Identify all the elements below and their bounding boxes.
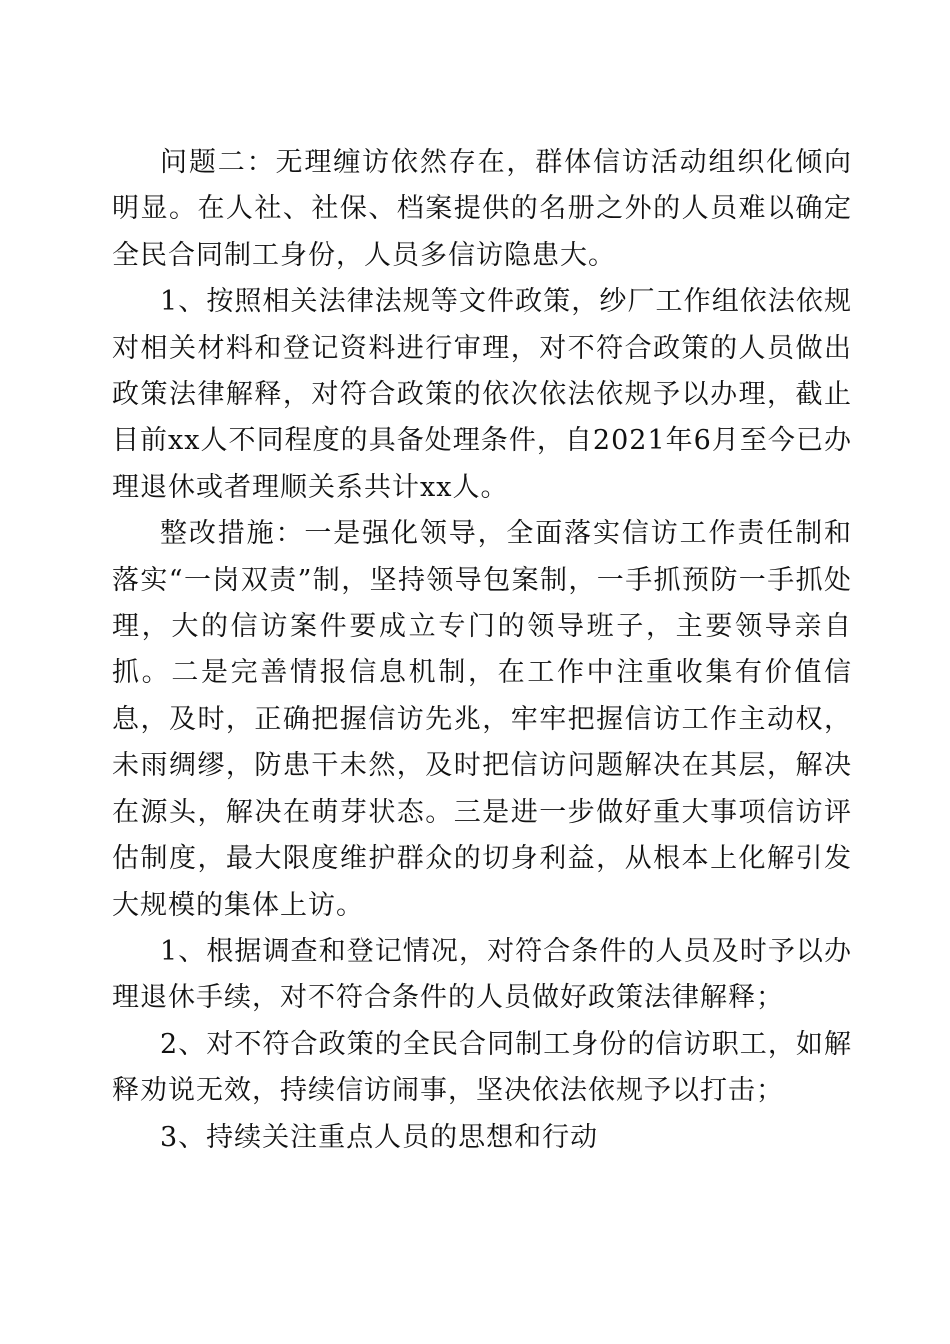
paragraph-problem-two: 问题二：无理缠访依然存在，群体信访活动组织化倾向明显。在人社、社保、档案提供的名册之外的人员难以确定全民合同制工身份，人员多信访隐患大。 (112, 147, 852, 271)
paragraph-item-2-petition: 2、对不符合政策的全民合同制工身份的信访职工，如解释劝说无效，持续信访闹事，坚决依法依规予以打击； (112, 1028, 852, 1107)
document-body (112, 140, 852, 1161)
paragraph-item-1-review: 1、按照相关法律法规等文件政策，纱厂工作组依法依规对相关材料和登记资料进行审理，对不符合政策的人员做出政策法律解释，对符合政策的依次依法依规予以办理，截止目前xx人不同程度的具备处理条件，自2021年6月至今已办理退休或者理顺关系共计xx人。 (112, 286, 852, 503)
paragraph-rectification-measures: 整改措施：一是强化领导，全面落实信访工作责任制和落实“一岗双责”制，坚持领导包案制，一手抓预防一手抓处理，大的信访案件要成立专门的领导班子，主要领导亲自抓。二是完善情报信息机制，在工作中注重收集有价值信息，及时，正确把握信访先兆，牢牢把握信访工作主动权，未雨绸缪，防患干未然，及时把信访问题解决在其层，解决在源头，解决在萌芽状态。三是进一步做好重大事项信访评估制度，最大限度维护群众的切身利益，从根本上化解引发大规模的集体上访。 (112, 518, 852, 921)
paragraph-item-3-monitoring: 3、持续关注重点人员的思想和行动 (160, 1121, 599, 1153)
paragraph-item-1-retirement: 1、根据调查和登记情况，对符合条件的人员及时予以办理退休手续，对不符合条件的人员做好政策法律解释； (112, 935, 852, 1014)
